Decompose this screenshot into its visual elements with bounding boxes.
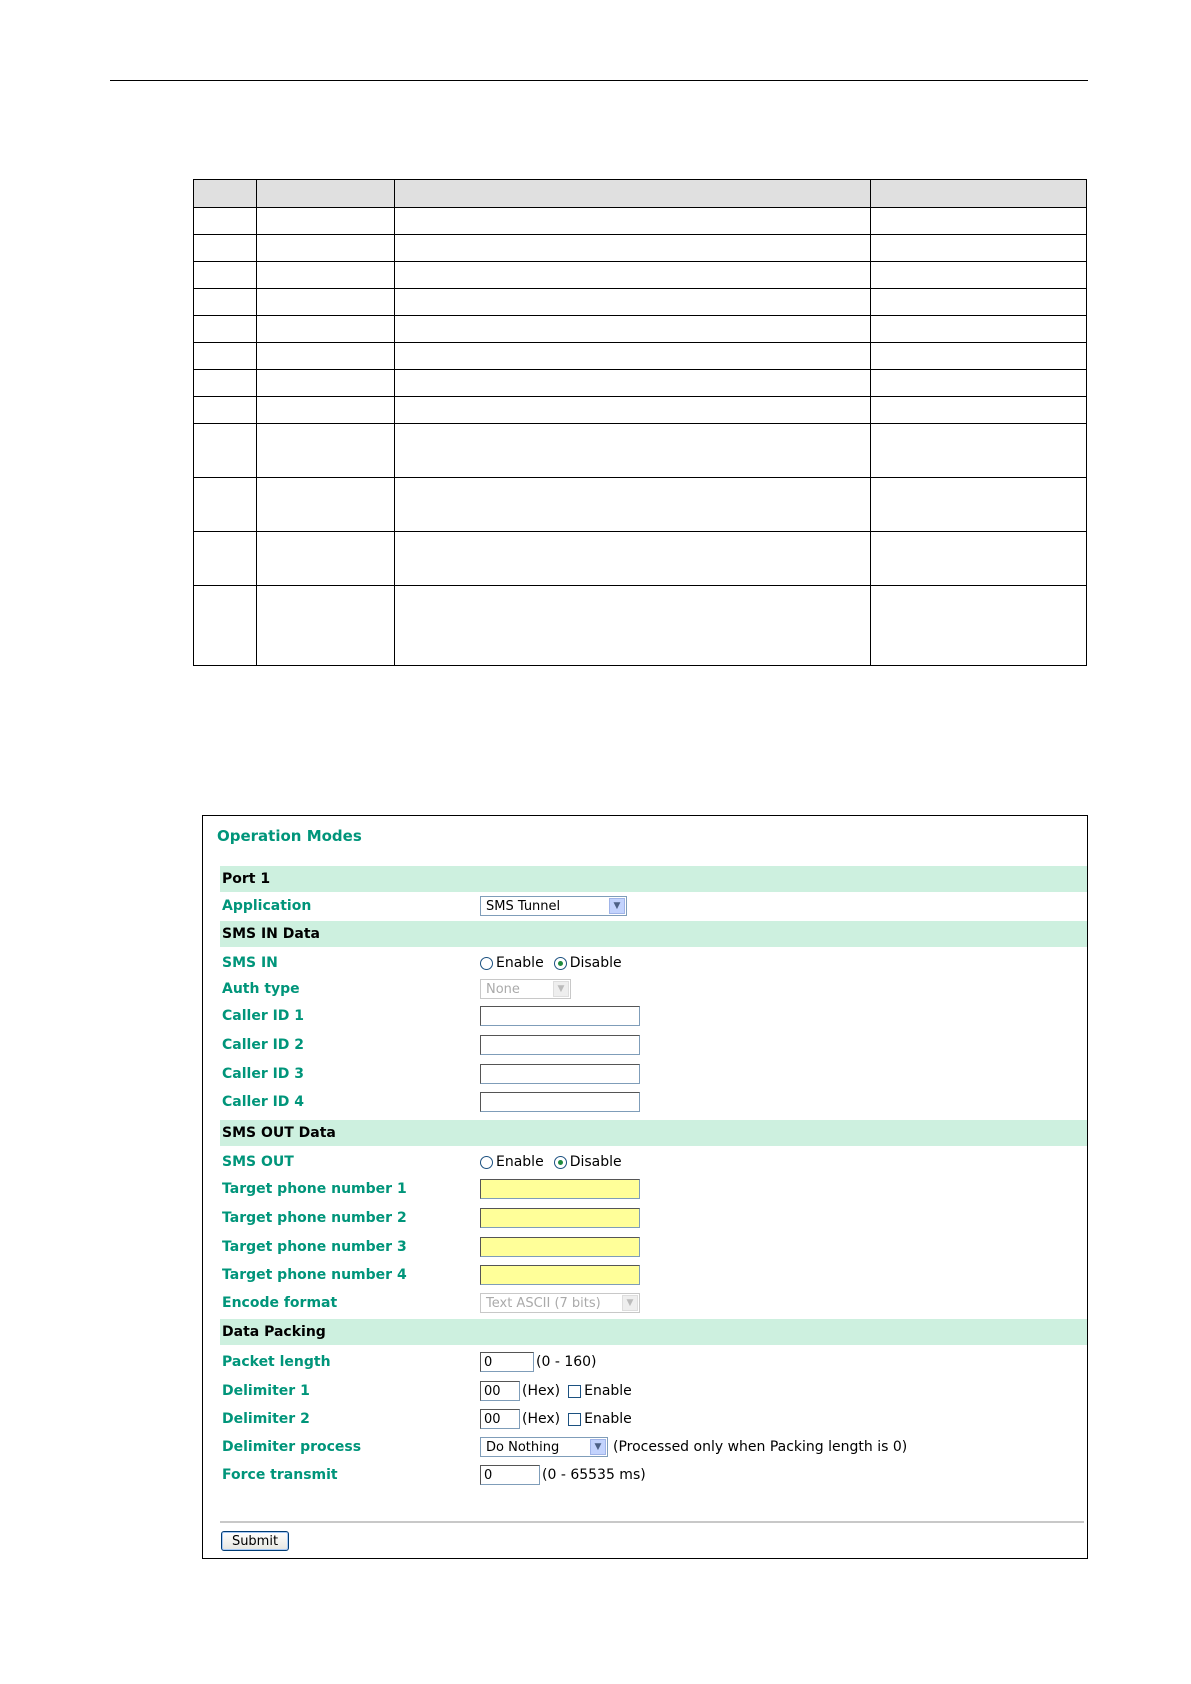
row-caller-id-4: [220, 1089, 1087, 1115]
sms-out-enable-radio[interactable]: [480, 1156, 493, 1169]
row-auth-type: [220, 976, 1087, 1002]
caller-id-2-label: Caller ID 2: [222, 1037, 305, 1053]
delimiter-1-enable-label: Enable: [584, 1383, 632, 1399]
target-phone-1-input[interactable]: [480, 1179, 640, 1199]
sms-in-enable-label: Enable: [496, 955, 544, 971]
row-delimiter-1: [220, 1378, 1087, 1404]
row-packet-length: [220, 1349, 1087, 1375]
operation-modes-panel: [202, 815, 1088, 1559]
encode-format-select[interactable]: [480, 1293, 640, 1313]
section-data-packing: [220, 1319, 1087, 1345]
delimiter-1-input[interactable]: 00: [480, 1381, 520, 1401]
section-label: Port 1: [222, 871, 271, 887]
section-port1: [220, 866, 1087, 892]
target-2-label: Target phone number 2: [222, 1210, 407, 1226]
force-transmit-input[interactable]: 0: [480, 1465, 540, 1485]
table-row: [194, 316, 1087, 343]
table-row: [194, 343, 1087, 370]
sms-in-disable-label: Disable: [569, 955, 622, 971]
delimiter-process-note: (Processed only when Packing length is 0): [613, 1439, 908, 1455]
table-row: [194, 208, 1087, 235]
table-row: [194, 478, 1087, 532]
delimiter-2-enable-label: Enable: [584, 1411, 632, 1427]
target-phone-3-input[interactable]: [480, 1237, 640, 1257]
delimiter-2-enable-checkbox[interactable]: [568, 1413, 581, 1426]
table-row: [194, 532, 1087, 586]
caller-id-2-input[interactable]: [480, 1035, 640, 1055]
auth-type-value: None: [486, 981, 520, 997]
sms-out-label: SMS OUT: [222, 1154, 294, 1170]
caller-id-4-input[interactable]: [480, 1092, 640, 1112]
chevron-down-icon[interactable]: ▼: [590, 1439, 606, 1455]
row-caller-id-3: [220, 1061, 1087, 1087]
packet-length-label: Packet length: [222, 1354, 331, 1370]
row-target-1: [220, 1176, 1087, 1202]
encode-format-label: Encode format: [222, 1295, 338, 1311]
panel-divider: [220, 1521, 1084, 1523]
row-caller-id-2: [220, 1032, 1087, 1058]
empty-table: [193, 179, 1087, 666]
caller-id-3-input[interactable]: [480, 1064, 640, 1084]
auth-type-label: Auth type: [222, 981, 300, 997]
force-transmit-range: (0 - 65535 ms): [542, 1467, 646, 1483]
table-row: [194, 289, 1087, 316]
sms-out-disable-radio[interactable]: [554, 1156, 567, 1169]
row-target-2: [220, 1205, 1087, 1231]
force-transmit-label: Force transmit: [222, 1467, 338, 1483]
panel-title: Operation Modes: [217, 827, 362, 845]
encode-format-value: Text ASCII (7 bits): [486, 1295, 601, 1311]
section-label: SMS IN Data: [222, 926, 320, 942]
delimiter-1-enable-checkbox[interactable]: [568, 1385, 581, 1398]
section-sms-in: [220, 921, 1087, 947]
caller-id-1-input[interactable]: [480, 1006, 640, 1026]
packet-length-range: (0 - 160): [536, 1354, 597, 1370]
sms-out-enable-label: Enable: [496, 1154, 544, 1170]
packet-length-input[interactable]: 0: [480, 1352, 534, 1372]
application-label: Application: [222, 898, 312, 914]
table-row: [194, 397, 1087, 424]
row-sms-out: [220, 1149, 1087, 1175]
target-1-label: Target phone number 1: [222, 1181, 407, 1197]
target-4-label: Target phone number 4: [222, 1267, 407, 1283]
chevron-down-icon[interactable]: ▼: [622, 1295, 638, 1311]
target-phone-2-input[interactable]: [480, 1208, 640, 1228]
sms-in-label: SMS IN: [222, 955, 278, 971]
table-header-row: [194, 180, 1087, 208]
application-value: SMS Tunnel: [486, 898, 561, 914]
delimiter-2-unit: (Hex): [522, 1411, 561, 1427]
row-delimiter-2: [220, 1406, 1087, 1432]
row-target-4: [220, 1262, 1087, 1288]
caller-id-4-label: Caller ID 4: [222, 1094, 305, 1110]
sms-in-enable-radio[interactable]: [480, 957, 493, 970]
section-label: SMS OUT Data: [222, 1125, 336, 1141]
delimiter-process-label: Delimiter process: [222, 1439, 362, 1455]
caller-id-1-label: Caller ID 1: [222, 1008, 305, 1024]
section-sms-out: [220, 1120, 1087, 1146]
row-application: [220, 893, 1087, 919]
sms-in-disable-radio[interactable]: [554, 957, 567, 970]
delimiter-2-input[interactable]: 00: [480, 1409, 520, 1429]
header-rule: [110, 80, 1088, 81]
chevron-down-icon[interactable]: ▼: [609, 898, 625, 914]
auth-type-select[interactable]: [480, 979, 571, 999]
delimiter-2-label: Delimiter 2: [222, 1411, 310, 1427]
delimiter-1-unit: (Hex): [522, 1383, 561, 1399]
delimiter-process-value: Do Nothing: [486, 1439, 560, 1455]
table-row: [194, 586, 1087, 666]
submit-button[interactable]: Submit: [221, 1531, 289, 1551]
section-label: Data Packing: [222, 1324, 326, 1340]
application-select[interactable]: [480, 896, 627, 916]
row-sms-in: [220, 950, 1087, 976]
delimiter-process-select[interactable]: [480, 1437, 608, 1457]
row-target-3: [220, 1234, 1087, 1260]
table-row: [194, 370, 1087, 397]
target-3-label: Target phone number 3: [222, 1239, 407, 1255]
chevron-down-icon[interactable]: ▼: [553, 981, 569, 997]
row-caller-id-1: [220, 1003, 1087, 1029]
table-row: [194, 262, 1087, 289]
target-phone-4-input[interactable]: [480, 1265, 640, 1285]
sms-out-disable-label: Disable: [569, 1154, 622, 1170]
caller-id-3-label: Caller ID 3: [222, 1066, 305, 1082]
row-encode-format: [220, 1290, 1087, 1316]
table-row: [194, 424, 1087, 478]
row-delimiter-process: [220, 1434, 1087, 1460]
delimiter-1-label: Delimiter 1: [222, 1383, 310, 1399]
row-force-transmit: [220, 1462, 1087, 1488]
table-row: [194, 235, 1087, 262]
